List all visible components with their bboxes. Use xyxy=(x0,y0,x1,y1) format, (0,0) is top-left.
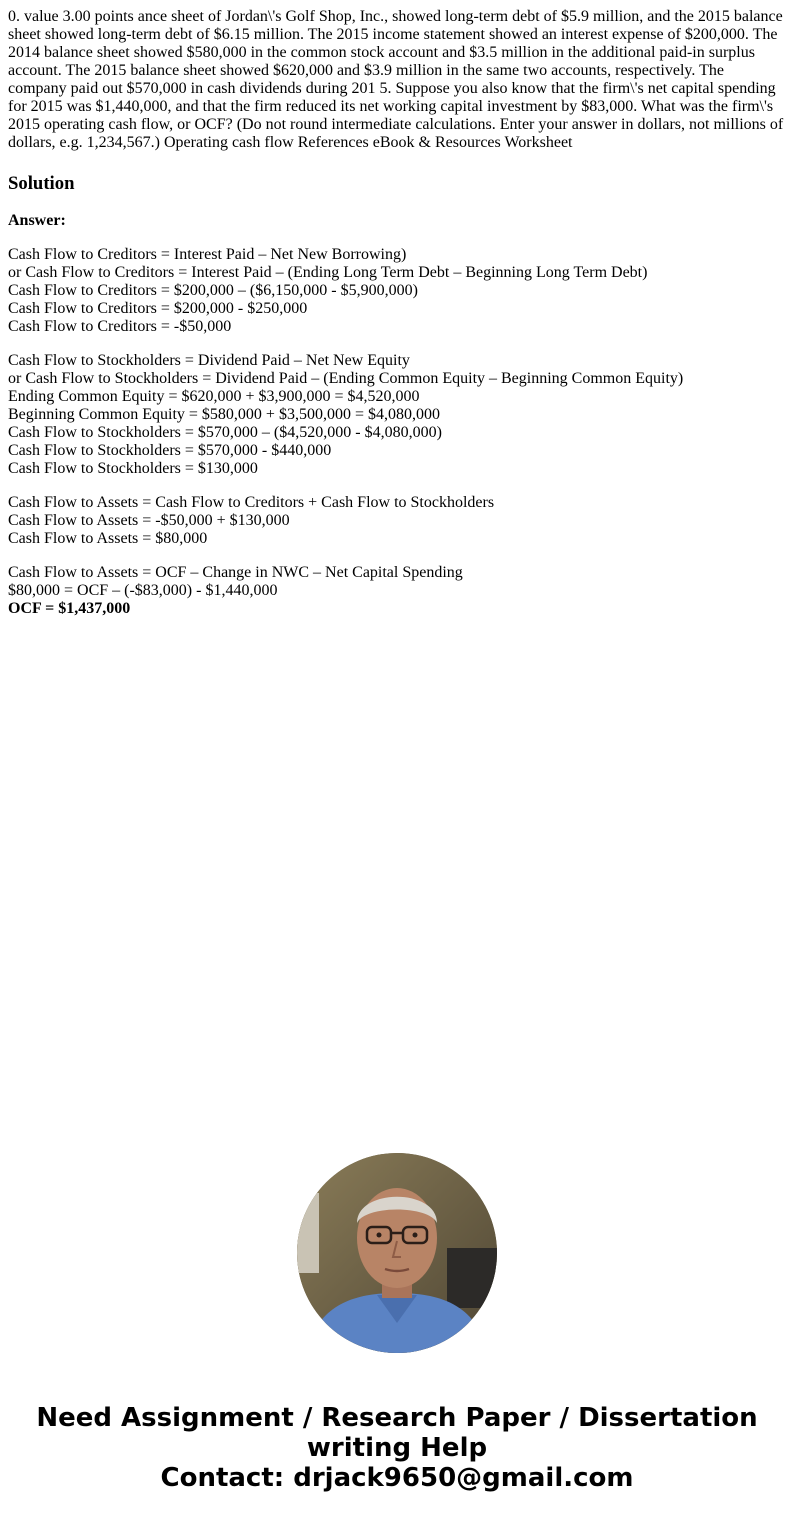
question-text: 0. value 3.00 points ance sheet of Jordan\'s Golf Shop, Inc., showed long-term debt of $5.9 million, and the 2015 balance sheet showed long-term debt of $6.15 million. The 2015 income statement showed an interest expense of $200,000. The 2014 balance sheet showed $580,000 in the common stock account and $3.5 million in the additional paid-in surplus account. The 2015 balance sheet showed $620,000 and $3.9 million in the same two accounts, respectively. The company paid out $570,000 in cash dividends during 201 5. Suppose you also know that the firm\'s net capital spending for 2015 was $1,440,000, and that the firm reduced its net working capital investment by $83,000. What was the firm\'s 2015 operating cash flow, or OCF? (Do not round intermediate calculations. Enter your answer in dollars, not millions of dollars, e.g. 1,234,567.) Operating cash flow References eBook & Resources Worksheet xyxy=(8,8,784,151)
calc-line: Cash Flow to Creditors = $200,000 – ($6,150,000 - $5,900,000) xyxy=(8,282,418,299)
answer-label: Answer: xyxy=(8,212,66,229)
calc-line: Cash Flow to Assets = Cash Flow to Creditors + Cash Flow to Stockholders xyxy=(8,494,495,511)
creditors-calculation xyxy=(8,246,786,336)
assets-calculation xyxy=(8,494,786,548)
calc-line: Cash Flow to Creditors = $200,000 - $250,000 xyxy=(8,300,308,317)
promo-footer xyxy=(0,1403,794,1493)
footer-line: Need Assignment / Research Paper / Dissertation xyxy=(36,1403,758,1433)
calc-line: Cash Flow to Stockholders = Dividend Paid – Net New Equity xyxy=(8,352,410,369)
calc-line: Cash Flow to Stockholders = $130,000 xyxy=(8,460,258,477)
stockholders-calculation xyxy=(8,352,786,478)
author-avatar xyxy=(297,1153,497,1353)
ocf-calculation xyxy=(8,564,786,618)
author-photo xyxy=(297,1153,497,1353)
calc-line: Cash Flow to Stockholders = $570,000 - $440,000 xyxy=(8,442,332,459)
footer-line: writing Help xyxy=(306,1433,488,1463)
calc-line: Cash Flow to Creditors = Interest Paid – Net New Borrowing) xyxy=(8,246,407,263)
calc-line: or Cash Flow to Creditors = Interest Paid – (Ending Long Term Debt – Beginning Long Term Debt) xyxy=(8,264,648,281)
calc-line: Cash Flow to Creditors = -$50,000 xyxy=(8,318,232,335)
calc-line: or Cash Flow to Stockholders = Dividend Paid – (Ending Common Equity – Beginning Common Equity) xyxy=(8,370,684,387)
contact-email: Contact: drjack9650@gmail.com xyxy=(160,1463,634,1493)
ocf-result: OCF = $1,437,000 xyxy=(8,600,131,617)
calc-line: Cash Flow to Assets = OCF – Change in NWC – Net Capital Spending xyxy=(8,564,463,581)
solution-document xyxy=(8,8,786,618)
calc-line: $80,000 = OCF – (-$83,000) - $1,440,000 xyxy=(8,582,278,599)
solution-heading: Solution xyxy=(8,173,75,194)
calc-line: Beginning Common Equity = $580,000 + $3,500,000 = $4,080,000 xyxy=(8,406,440,423)
calc-line: Cash Flow to Assets = $80,000 xyxy=(8,530,208,547)
calc-line: Cash Flow to Stockholders = $570,000 – ($4,520,000 - $4,080,000) xyxy=(8,424,442,441)
calc-line: Ending Common Equity = $620,000 + $3,900,000 = $4,520,000 xyxy=(8,388,420,405)
calc-line: Cash Flow to Assets = -$50,000 + $130,000 xyxy=(8,512,290,529)
